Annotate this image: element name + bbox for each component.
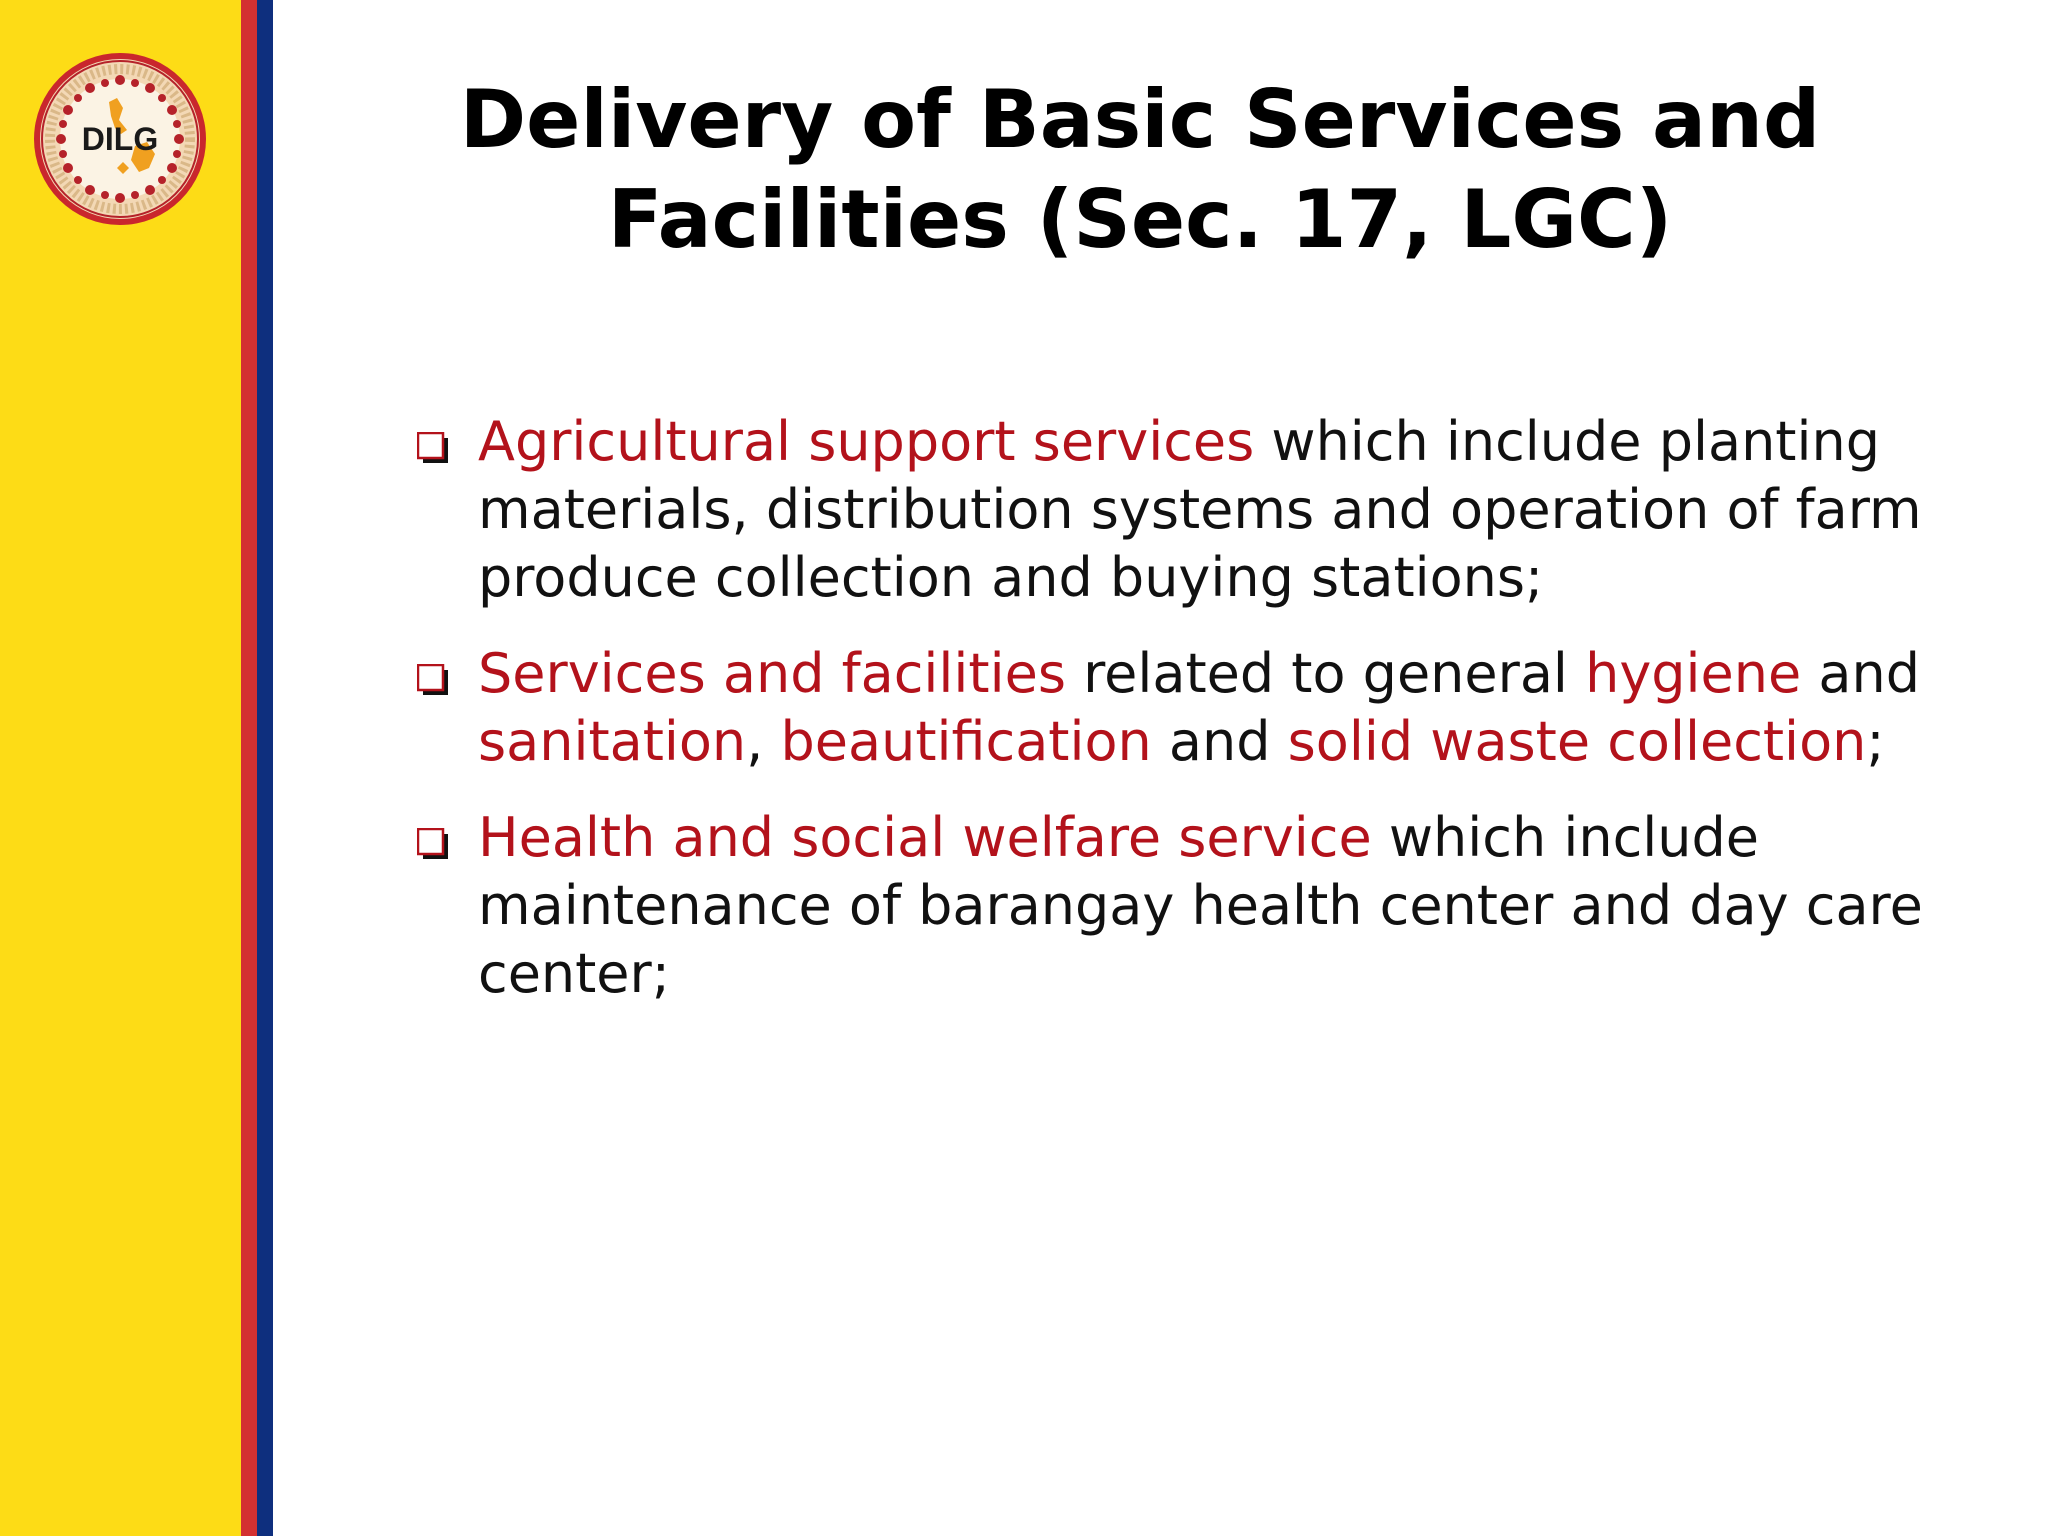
bullet-text-highlight: hygiene xyxy=(1585,642,1802,705)
checkbox-icon xyxy=(417,828,449,860)
bullet-text-highlight: solid waste collection xyxy=(1287,710,1867,773)
slide-title-line-1: Delivery of Basic Services and xyxy=(459,73,1821,166)
bullet-text: which include planting materials, distribution systems and operation of farm produce collection and buying stations; xyxy=(478,410,1922,609)
dilg-seal-logo xyxy=(31,50,209,228)
bullet-text: and xyxy=(1151,710,1288,773)
blue-side-stripe xyxy=(257,0,273,1536)
checkbox-icon xyxy=(417,432,449,464)
bullet-item xyxy=(412,804,1932,1008)
yellow-side-band xyxy=(0,0,241,1536)
bullet-text: ; xyxy=(1866,710,1885,773)
bullet-text: which include maintenance of barangay health center and day care center; xyxy=(478,806,1923,1005)
bullet-list xyxy=(412,408,1932,1036)
bullet-text: related to general xyxy=(1065,642,1586,705)
checkbox-icon xyxy=(417,664,449,696)
bullet-text-highlight: Services and facilities xyxy=(478,642,1066,705)
bullet-item xyxy=(412,408,1932,612)
bullet-item xyxy=(412,640,1932,776)
bullet-text-highlight: Agricultural support services xyxy=(478,410,1255,473)
red-side-stripe xyxy=(241,0,257,1536)
logo-text: DILG xyxy=(81,121,159,157)
slide-title xyxy=(300,70,1980,270)
bullet-text-highlight: Health and social welfare service xyxy=(478,806,1372,869)
bullet-text: , xyxy=(746,710,781,773)
bullet-text-highlight: beautification xyxy=(780,710,1152,773)
bullet-text-highlight: sanitation xyxy=(478,710,747,773)
slide-title-line-2: Facilities (Sec. 17, LGC) xyxy=(607,173,1673,266)
bullet-text: and xyxy=(1801,642,1920,705)
